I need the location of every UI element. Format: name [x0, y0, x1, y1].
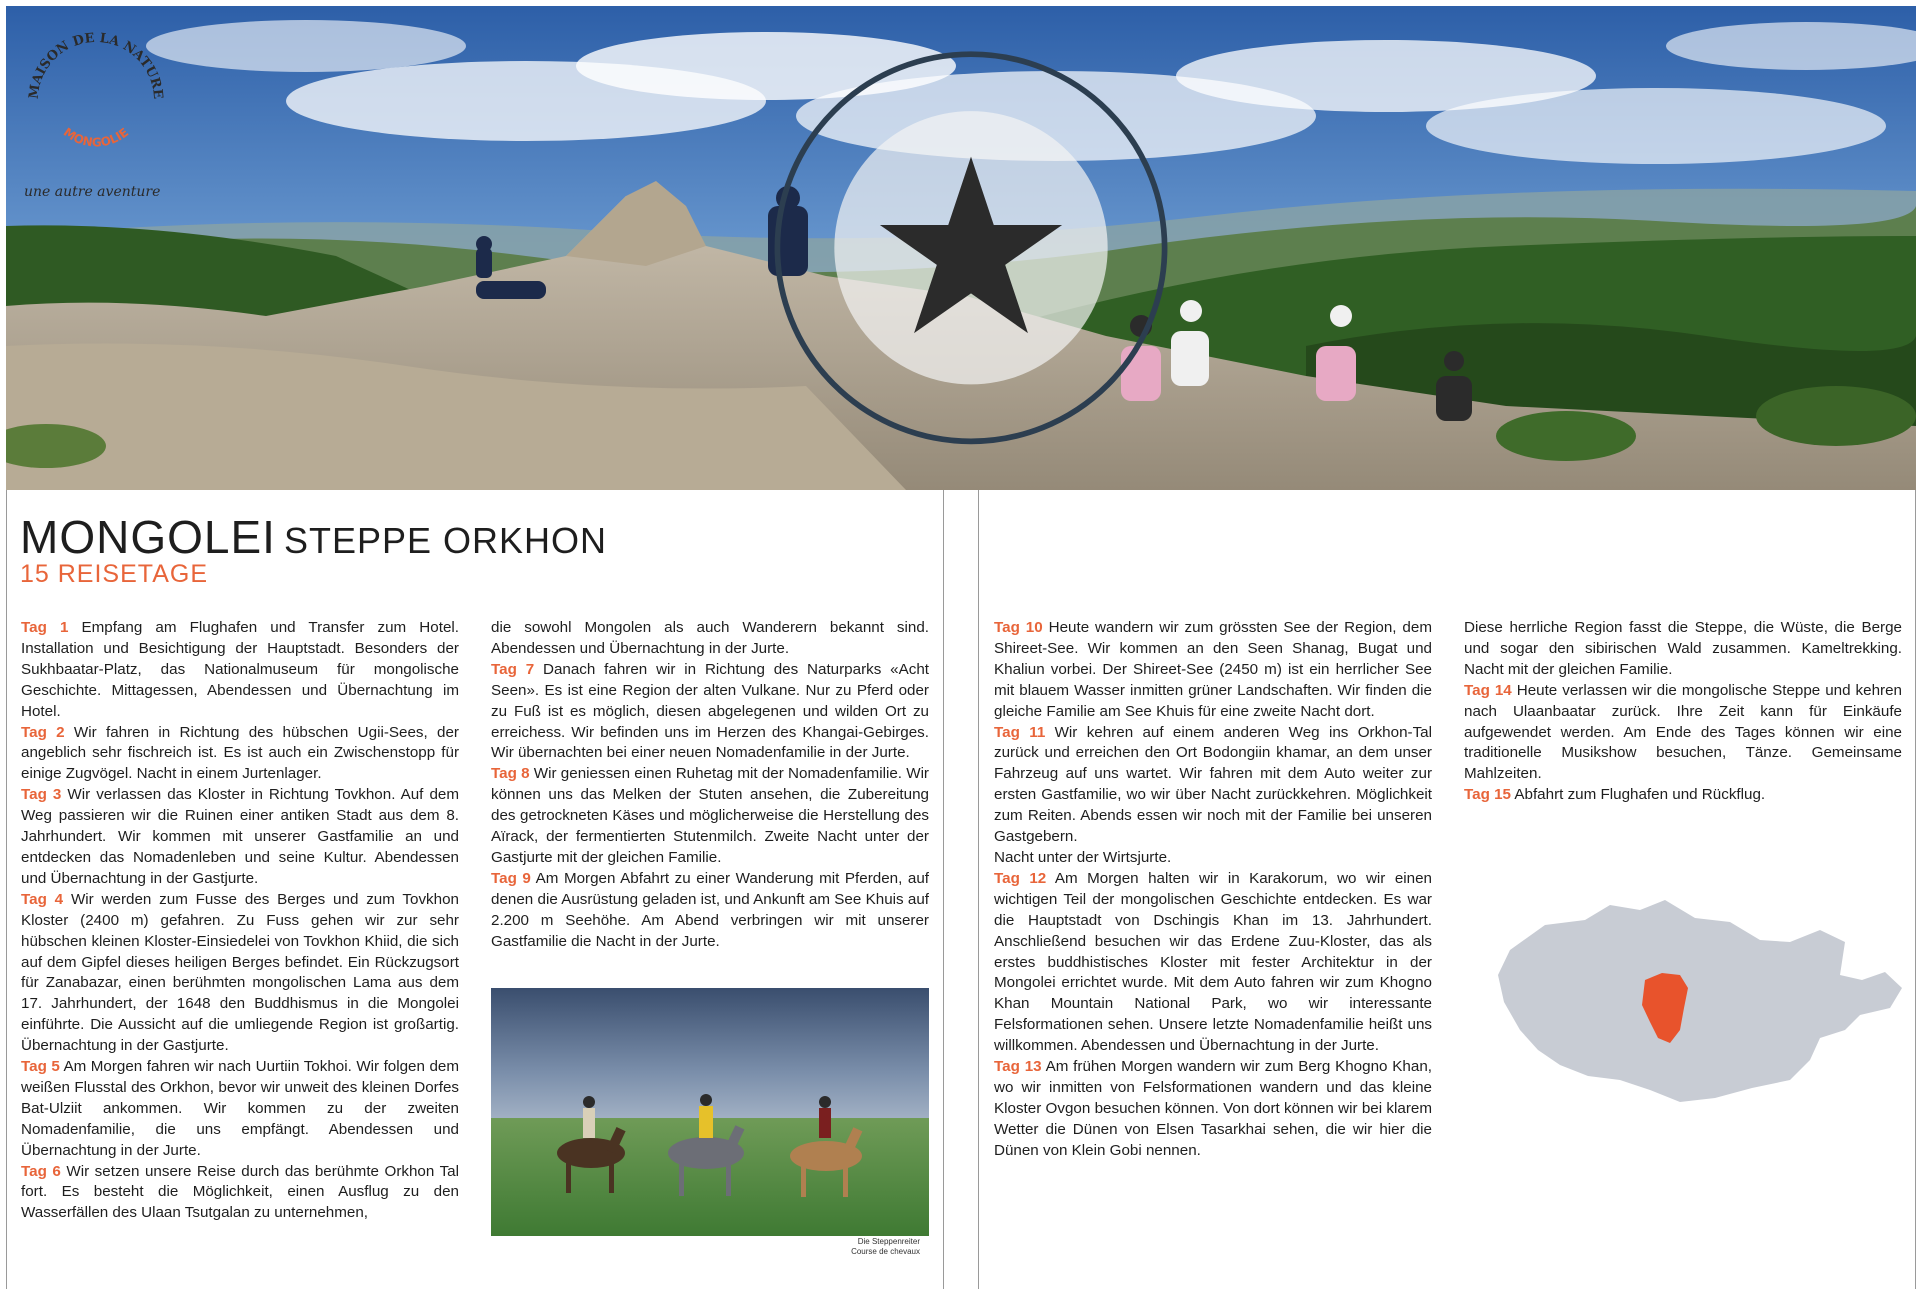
day-entry: Tag 12 Am Morgen halten wir in Karakorum, wo wir einen wichtigen Teil der mongolischen Geschichte entdecken. Es war die Hauptstadt von Dschingis Khan im 13. Jahrhundert. Anschließend besuchen wir das Erdene Zuu-Kloster, das als erstes buddhistisches Kloster mit fester Architektur in der Mongolei errichtet wurde. Mit dem Auto fahren wir zum Khogno Khan Mountain National Park, wo wir interessante Felsformationen sehen. Unsere letzte Nomadenfamilie heißt uns willkommen. Abendessen und Übernachtung in der Jurte. [994, 869, 1432, 1055]
day-entry: Tag 2 Wir fahren in Richtung des hübschen Ugii-Sees, der angeblich sehr fischreich ist. Es ist auch ein Zwischenstopp für einige Zugvögel. Nacht in einem Jurtenlager. [21, 723, 459, 783]
mongolia-map [1490, 880, 1910, 1110]
trip-duration: 15 REISETAGE [20, 560, 208, 588]
day-entry: Tag 6 Wir setzen unsere Reise durch das berühmte Orkhon Tal fort. Es besteht die Möglichkeit, einen Ausflug zu den Wasserfällen des Ulaan Tsutgalan zu unternehmen, [21, 1162, 459, 1222]
logo-lettering [16, 20, 176, 190]
mongolia-country-shape [1498, 900, 1902, 1102]
maison-de-la-nature-logo [16, 20, 1916, 490]
day-entry: Tag 3 Wir verlassen das Kloster in Richtung Tovkhon. Auf dem Weg passieren wir die Ruinen einer antiken Stadt aus dem 8. Jahrhundert. Wir kommen mit unserer Gastfamilie an und entdecken das Nomadenleben und seine Kultur. Abendessen und Übernachtung in der Gastjurte. [21, 786, 459, 887]
horse-race-photo [491, 988, 929, 1236]
title-main: MONGOLEI [20, 511, 276, 563]
day-entry: Tag 7 Danach fahren wir in Richtung des Naturparks «Acht Seen». Es ist eine Region der alten Vulkane. Nur zu Pferd oder zu Fuß ist es möglich, diesen abgelegenen und wilden Ort zu erreichess. Wir befinden uns im Herzen des Khangai-Gebirges. Wir übernachten bei einer neuen Nomadenfamilie in der Jurte. [491, 660, 929, 762]
photo-caption: Die Steppenreiter Course de chevaux [851, 1237, 920, 1256]
day-entry: Tag 14 Heute verlassen wir die mongolische Steppe und kehren nach Ulaanbaatar zurück. Ihre Zeit kann für Einkäufe aufgewendet werden. Am Ende des Tages können wir eine traditionelle Musikshow besuchen, Tänze. Gemeinsame Mahlzeiten. [1464, 681, 1902, 783]
title-sub: STEPPE ORKHON [283, 520, 607, 561]
svg-text:MONGOLIE: MONGOLIE [60, 125, 132, 150]
hero-panorama-photo [6, 6, 1916, 490]
day-entry: Tag 9 Am Morgen Abfahrt zu einer Wanderung mit Pferden, auf denen die Ausrüstung geladen ist, und Ankunft am See Khuis auf 2.200 m Seehöhe. Am Abend verbringen wir mit unserer Gastfamilie die Nacht in der Jurte. [491, 869, 930, 950]
itinerary-column-2 [491, 618, 929, 953]
day-entry: Nacht unter der Wirtsjurte. [994, 848, 1172, 866]
day-entry: Tag 4 Wir werden zum Fusse des Berges und zum Tovkhon Kloster (2400 m) gefahren. Zu Fuss gehen wir zur sehr hübschen kleinen Kloster-Einsiedelei von Tovkhon Khiid, die sich auf dem Gipfel dieses heiligen Berges befindet. Ein Rückzugsort für Zanabazar, einen berühmten mongolischen Lama aus dem 17. Jahrhundert, der 1648 den Buddhismus in die Mongolei einführte. Die Aussicht auf die umliegende Region ist großartig. Übernachtung in der Gastjurte. [21, 890, 459, 1055]
day-entry: Tag 11 Wir kehren auf einem anderen Weg ins Orkhon-Tal zurück und erreichen den Ort Bodongiin khamar, an dem unser Fahrzeug auf uns wartet. Wir fahren mit dem Auto weiter zur ersten Gastfamilie, wo wir über Nacht zurückkehren. Möglichkeit zum Reiten. Abends essen wir noch mit der Familie bei unseren Gastgebern. [994, 723, 1432, 846]
itinerary-column-3 [994, 618, 1432, 1162]
day-entry: Tag 13 Am frühen Morgen wandern wir zum Berg Khogno Khan, wo wir inmitten von Felsformationen wandern und das kleine Kloster Ovgon besuchen können. Von dort können wir bei klarem Wetter die Dünen von Elsen Tasarkhai sehen, die wir hier die Dünen von Klein Gobi nennen. [994, 1058, 1432, 1159]
day-entry: Tag 8 Wir geniessen einen Ruhetag mit der Nomadenfamilie. Wir können uns das Melken der Stuten ansehen, die Zubereitung des getrockneten Käses und möglicherweise die Herstellung des Aïrack, der fermentierten Stutenmilch. Zweite Nacht unter der Gastjurte mit der gleichen Familie. [491, 765, 929, 866]
day-entry: Tag 10 Heute wandern wir zum grössten See der Region, dem Shireet-See. Wir kommen an den Seen Shanag, Bugat und Khaliun vorbei. Der Shireet-See (2450 m) ist ein herrlicher See mit blauem Wasser inmitten grüner Landschaften. Wir finden die gleiche Familie am See Khuis für eine zweite Nacht dort. [994, 619, 1432, 720]
day-entry: Tag 1 Empfang am Flughafen und Transfer zum Hotel. Installation und Besichtigung der Hauptstadt. Besonders der Sukhbaatar-Platz, das Nationalmuseum für mongolische Geschichte. Mittagessen, Abendessen und Übernachtung im Hotel. [21, 619, 459, 720]
day-entry: Tag 5 Am Morgen fahren wir nach Uurtiin Tokhoi. Wir folgen dem weißen Flusstal des Orkhon, bevor wir unweit des kleinen Dorfes Bat-Ulziit ankommen. Wir kommen zu der zweiten Nomadenfamilie, die uns empfängt. Abendessen und Übernachtung in der Jurte. [21, 1058, 459, 1159]
itinerary-column-1 [21, 618, 459, 1224]
page-title [20, 510, 607, 564]
logo-tagline: une autre aventure [24, 184, 161, 200]
svg-text:MAISON DE LA NATURE: MAISON DE LA NATURE [26, 30, 166, 100]
day-entry: Diese herrliche Region fasst die Steppe, die Wüste, die Berge und sogar den sibirischen Wald zusammen. Kameltrekking. Nacht mit der gleichen Familie. [1464, 619, 1902, 678]
day-entry: Tag 15 Abfahrt zum Flughafen und Rückflug. [1464, 786, 1766, 804]
itinerary-column-4 [1464, 618, 1902, 806]
day-entry: die sowohl Mongolen als auch Wanderern bekannt sind. Abendessen und Übernachtung in der Jurte. [491, 619, 929, 657]
